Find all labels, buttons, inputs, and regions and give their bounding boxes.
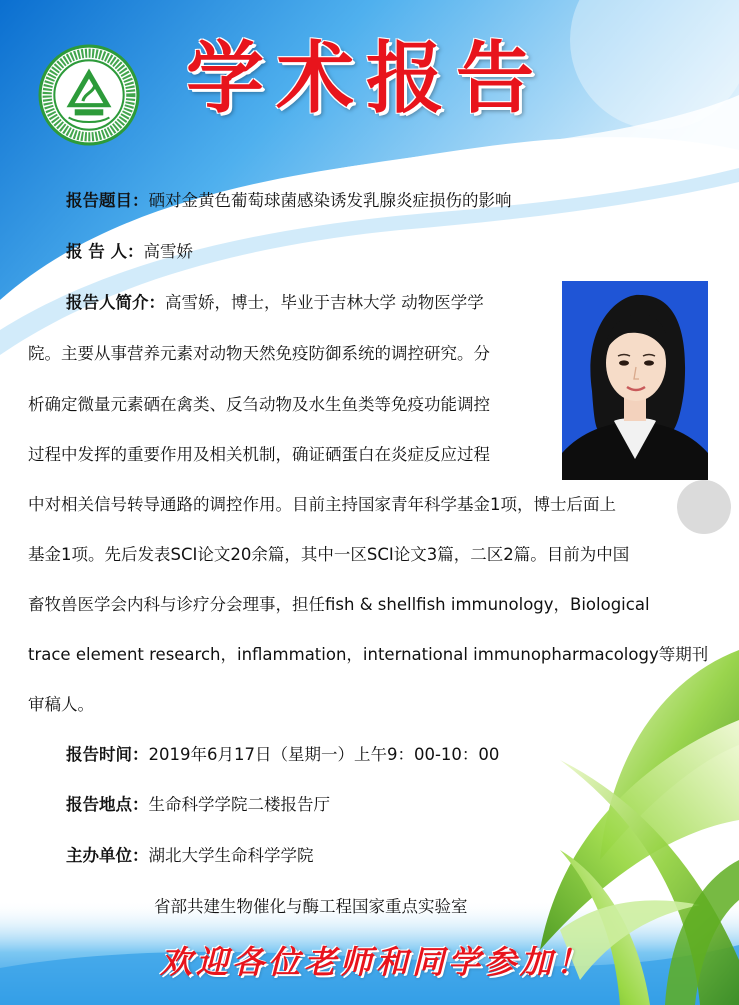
time-label: 报告时间： <box>66 745 149 764</box>
decorative-circle <box>677 480 731 534</box>
speaker-photo <box>562 281 708 480</box>
welcome-banner: 欢迎各位老师和同学参加！ <box>160 943 593 981</box>
bio-line-4: 过程中发挥的重要作用及相关机制，确证硒蛋白在炎症反应过程 <box>28 445 490 464</box>
speaker-label: 报 告 人： <box>66 242 144 261</box>
speaker-line <box>66 242 193 262</box>
topic-value: 硒对金黄色葡萄球菌感染诱发乳腺炎症损伤的影响 <box>148 191 512 210</box>
bio-line-3: 析确定微量元素硒在禽类、反刍动物及水生鱼类等免疫功能调控 <box>28 395 490 414</box>
host-value: 湖北大学生命科学学院 <box>148 846 314 865</box>
bio-label: 报告人简介： <box>66 293 165 312</box>
bio-line-8: trace element research，inflammation，international immunopharmacology等期刊 <box>28 645 709 664</box>
time-line <box>66 745 499 765</box>
poster-title: 学术报告 <box>186 33 547 124</box>
topic-line <box>66 191 512 211</box>
speaker-value: 高雪娇 <box>143 242 193 261</box>
bio-line-9: 审稿人。 <box>28 695 94 714</box>
bio-line-2: 院。主要从事营养元素对动物天然免疫防御系统的调控研究。分 <box>28 344 490 363</box>
bio-line-5: 中对相关信号转导通路的调控作用。目前主持国家青年科学基金1项，博士后面上 <box>28 495 616 514</box>
place-value: 生命科学学院二楼报告厅 <box>148 795 330 814</box>
host-label: 主办单位： <box>66 846 149 865</box>
host-line-2: 省部共建生物催化与酶工程国家重点实验室 <box>154 897 468 916</box>
place-label: 报告地点： <box>66 795 149 814</box>
bio-line-7: 畜牧兽医学会内科与诊疗分会理事，担任fish & shellfish immunology，Biological <box>28 595 650 614</box>
bio-line-6: 基金1项。先后发表SCI论文20余篇，其中一区SCI论文3篇，二区2篇。目前为中国 <box>28 545 630 564</box>
place-line <box>66 795 330 815</box>
bio-line-1 <box>66 293 484 313</box>
bio-text: 高雪娇，博士，毕业于吉林大学 动物医学学 <box>165 293 484 312</box>
lab-logo-icon <box>38 44 140 146</box>
host-line <box>66 846 314 866</box>
time-value: 2019年6月17日（星期一）上午9：00-10：00 <box>148 745 500 764</box>
topic-label: 报告题目： <box>66 191 149 210</box>
